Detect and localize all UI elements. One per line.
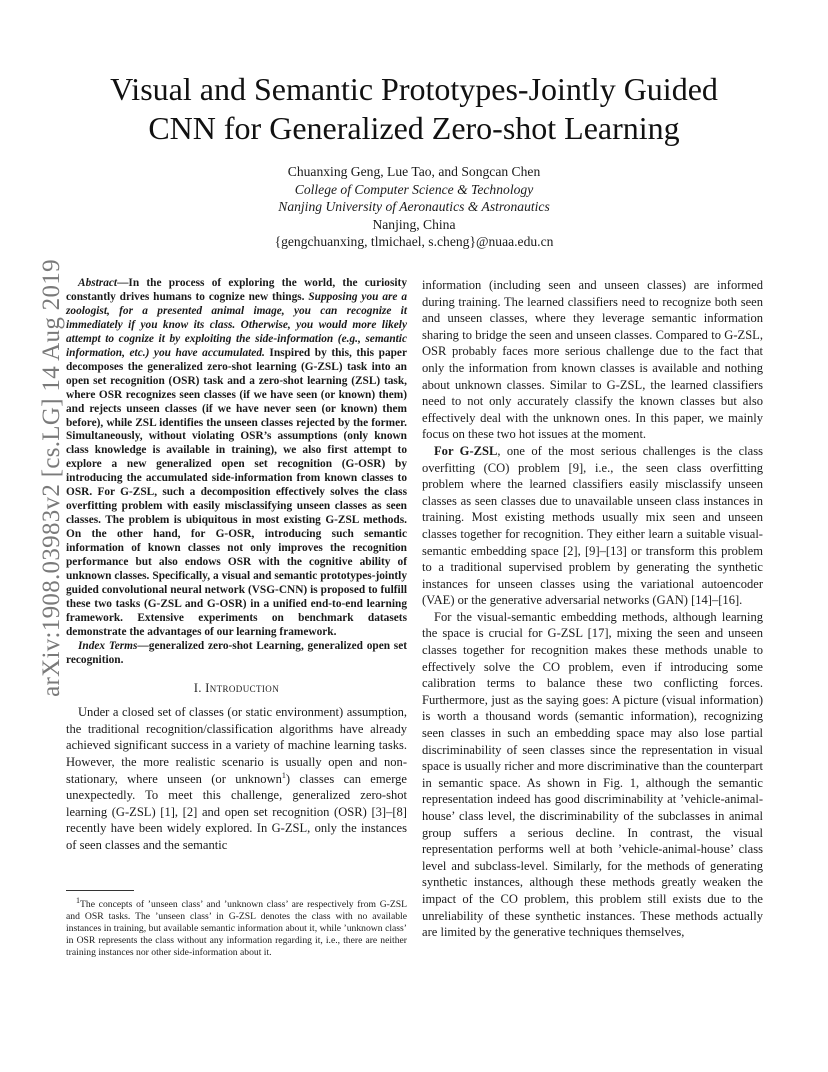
index-terms-text: —generalized zero-shot Learning, generalized open set recognition.: [66, 639, 408, 666]
footnote-mark: 1: [76, 895, 80, 905]
title-line-1: Visual and Semantic Prototypes-Jointly Guided: [110, 71, 718, 107]
abstract-lead: —In the process of exploring the world, the curiosity constantly drives humans to cognize new things.: [66, 277, 407, 303]
author-location: Nanjing, China: [372, 216, 456, 232]
arxiv-stamp: [38, 259, 66, 697]
intro-paragraph: [66, 704, 407, 853]
left-column: [66, 277, 407, 854]
arxiv-stamp-text: arXiv:1908.03983v2 [cs.LG] 14 Aug 2019: [38, 259, 65, 697]
index-terms: [66, 640, 407, 668]
paper-title: [60, 70, 768, 148]
footnote-marker: 1: [281, 770, 286, 780]
affiliation-college: College of Computer Science & Technology: [294, 181, 534, 197]
abstract: [66, 277, 407, 640]
section-number: I.: [193, 680, 202, 695]
right-paragraph-1: information (including seen and unseen classes) are informed during training. The learned classifiers need to recognize both seen and unseen classes, where they leverage semantic information sharing to bridge the seen and unseen classes. Compared to G-ZSL, OSR probably faces more serious challenge due to the fact that only the information from known classes is available and nothing about unknown classes. Similar to G-ZSL, the learned classifiers need to not only accurately classify the known classes but also effectively deal with the unknown ones. In this paper, we mainly focus on these two hot issues at the moment.: [422, 278, 763, 442]
abstract-label: Abstract: [78, 277, 118, 289]
section-heading-introduction: [66, 680, 407, 697]
title-line-2: CNN for Generalized Zero-shot Learning: [148, 110, 680, 146]
affiliation-university: Nanjing University of Aeronautics & Astronautics: [278, 199, 550, 215]
right-paragraph-2-text: , one of the most serious challenges is the class overfitting (CO) problem [9], i.e., the seen class overfitting problem where the learned classifiers easily misclassify unseen classes as seen classes due to unavailable unseen class instances in training. Most existing methods usually mix seen and unseen classes together for recognition. They either learn a suitable visual-semantic embedding space [2], [9]–[13] or transform this problem to a traditional supervised problem by generating the synthetic instances for unseen classes using the variational autoencoder (VAE) or the generative adversarial networks (GAN) [14]–[16].: [422, 443, 763, 608]
author-emails: {gengchuanxing, tlmichael, s.cheng}@nuaa.edu.cn: [274, 234, 554, 250]
footnote: [66, 895, 407, 959]
right-paragraph-3: For the visual-semantic embedding methods, although learning the space is crucial for G-ZSL [17], mixing the seen and unseen classes together for recognition makes these methods unable to effectively solve the CO problem, even if introducing some calibration terms to balance these two conflicting forces. Furthermore, just as the saying goes: A picture (visual information) is worth a thousand words (semantic information), recognizing seen classes in such an embedding space may also lose partial discriminability of seen classes since the representation in visual space is usually richer and more discriminative than the counterpart in semantic space. As shown in Fig. 1, although the semantic representation indeed has good discriminability at ’vehicle-animal-house’ class level, the discriminability of the subclasses in animal group suffers a serious decline. In contrast, the visual representation performs well at both ’vehicle-animal-house’ class level and subclass-level. Similarly, for the methods of generating synthetic instances, although these methods greatly weaken the impact of the CO problem, this problem still exists due to the unreliability of these synthetic instances. These methods actually are limited by the generative techniques themselves,: [422, 609, 763, 940]
footnote-text: The concepts of ’unseen class’ and ’unknown class’ are respectively from G-ZSL and OSR tasks. The ’unseen class’ in G-ZSL denotes the class with no available instances in training, but available semantic information about it, while ’unknown class’ in OSR represents the class without any information regarding it, i.e., there are neither training instances nor other side-information about it.: [66, 899, 407, 959]
abstract-body: Inspired by this, this paper decomposes the generalized zero-shot learning (G-ZSL) task into an open set recognition (OSR) task and a zero-shot learning (ZSL) task, where OSR recognizes seen classes (if we have seen (or known) them) and rejects unseen classes (if we have never seen (or known) them before), while ZSL identifies the unseen classes rejected by the former. Simultaneously, without violating OSR’s assumptions (only known class knowledge is available in training), we also first attempt to explore a new generalized open set recognition (G-OSR) by introducing the accumulated side-information from known classes to OSR. For G-ZSL, such a decomposition effectively solves the class overfitting problem with easily misclassifying unseen classes as seen classes. The problem is ubiquitous in most existing G-ZSL methods. On the other hand, for G-OSR, introducing such semantic information of known classes not only improves the recognition performance but also endows OSR with the cognitive ability of unknown classes. Specifically, a visual and semantic prototypes-jointly guided convolutional neural network (VSG-CNN) is proposed to fulfill these two tasks (G-ZSL and G-OSR) in a unified end-to-end learning framework. Extensive experiments on benchmark datasets demonstrate the advantages of our learning framework.: [66, 346, 407, 638]
right-column: [422, 277, 763, 941]
author-names: Chuanxing Geng, Lue Tao, and Songcan Chen: [287, 164, 541, 179]
section-title: Introduction: [205, 680, 280, 695]
intro-text-a: Under a closed set of classes (or static environment) assumption, the traditional recognition/classification algorithms have already achieved significant success in a variety of machine learning tasks. However, the more realistic scenario is usually open and non-stationary, where unseen (or unknown: [66, 705, 407, 786]
gzsl-lead: For G-ZSL: [434, 443, 498, 458]
intro-text-b: ) classes can emerge unexpectedly. To meet this challenge, generalized zero-shot learning (G-ZSL) [1], [2] and open set recognition (OSR) [3]–[8] recently have been widely explored. In G-ZSL, only the instances of seen classes and the semantic: [66, 771, 407, 853]
index-terms-label: Index Terms: [78, 639, 138, 652]
right-paragraph-2: [422, 443, 763, 609]
author-block: [160, 163, 668, 251]
footnote-rule: [66, 890, 134, 891]
abstract-italic: Supposing you are a zoologist, for a presented animal image, you can recognize it immediately if you know its class. Otherwise, you would more likely attempt to cognize it by exploiting the side-information (e.g., semantic information, etc.) you have accumulated.: [66, 290, 407, 359]
